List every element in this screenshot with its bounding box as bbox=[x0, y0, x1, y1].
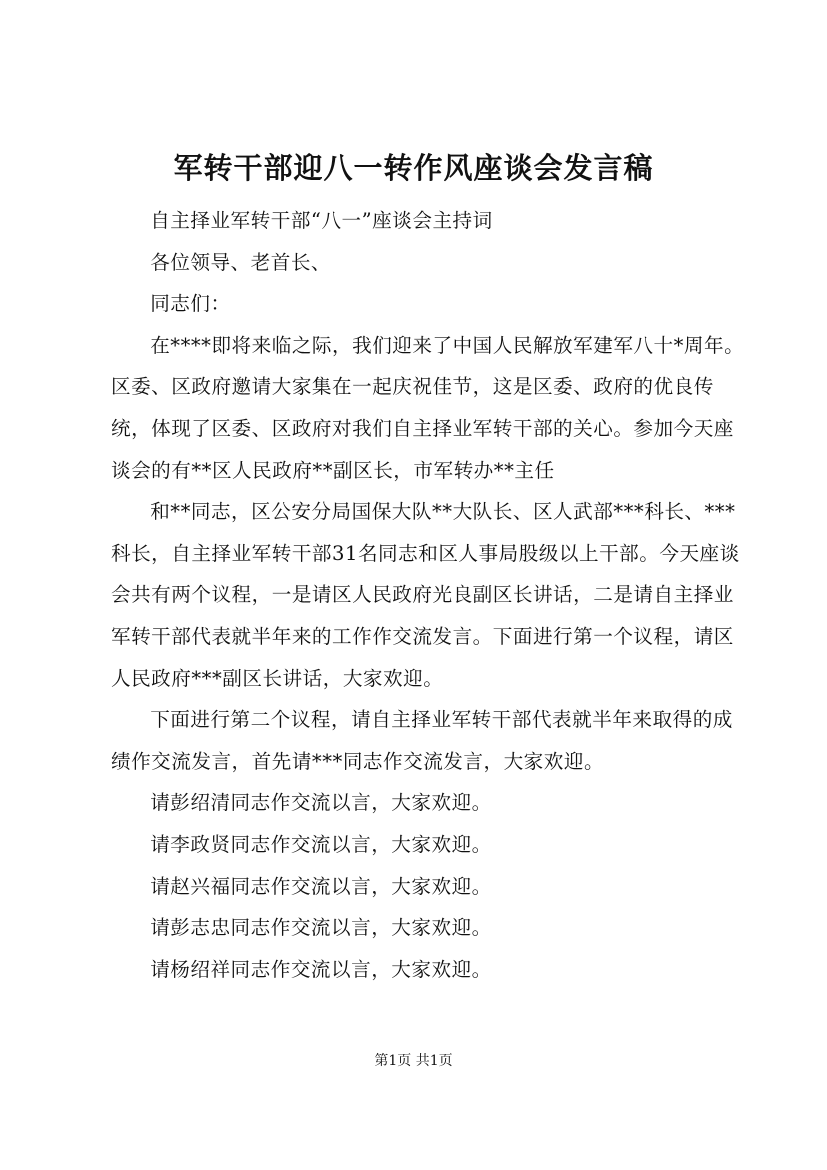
paragraph-speaker-1: 请彭绍清同志作交流以言，大家欢迎。 bbox=[150, 791, 492, 815]
paragraph-speaker-3: 请赵兴福同志作交流以言，大家欢迎。 bbox=[150, 874, 492, 898]
paragraph-subtitle: 自主择业军转干部“八一”座谈会主持词 bbox=[150, 209, 493, 232]
paragraph-opening: 在****即将来临之际，我们迎来了中国人民解放军建军八十*周年。区委、区政府邀请大家集在一起庆祝佳节，这是区委、政府的优良传统，体现了区委、区政府对我们自主择业军转干部的关心。参加今天座谈会的有**区人民政府**副区长，市军转办**主任 bbox=[111, 333, 745, 482]
page-number-footer: 第1页 共1页 bbox=[374, 1053, 453, 1069]
document-body bbox=[111, 200, 751, 990]
paragraph-speaker-2: 请李政贤同志作交流以言，大家欢迎。 bbox=[150, 832, 492, 856]
document-title: 军转干部迎八一转作风座谈会发言稿 bbox=[173, 151, 654, 185]
paragraph-attendees-agenda: 和**同志，区公安分局国保大队**大队长、区人武部***科长、***科长，自主择业军转干部31名同志和区人事局股级以上干部。今天座谈会共有两个议程，一是请区人民政府光良副区长讲话，二是请自主择业军转干部代表就半年来的工作作交流发言。下面进行第一个议程，请区人民政府***副区长讲话，大家欢迎。 bbox=[111, 500, 740, 690]
paragraph-speaker-5: 请杨绍祥同志作交流以言，大家欢迎。 bbox=[150, 957, 492, 981]
paragraph-second-agenda: 下面进行第二个议程，请自主择业军转干部代表就半年来取得的成绩作交流发言，首先请***同志作交流发言，大家欢迎。 bbox=[111, 708, 733, 773]
paragraph-salutation: 各位领导、老首长、 bbox=[150, 250, 332, 274]
paragraph-salutation-2: 同志们： bbox=[150, 292, 231, 316]
paragraph-speaker-4: 请彭志忠同志作交流以言，大家欢迎。 bbox=[150, 916, 492, 940]
